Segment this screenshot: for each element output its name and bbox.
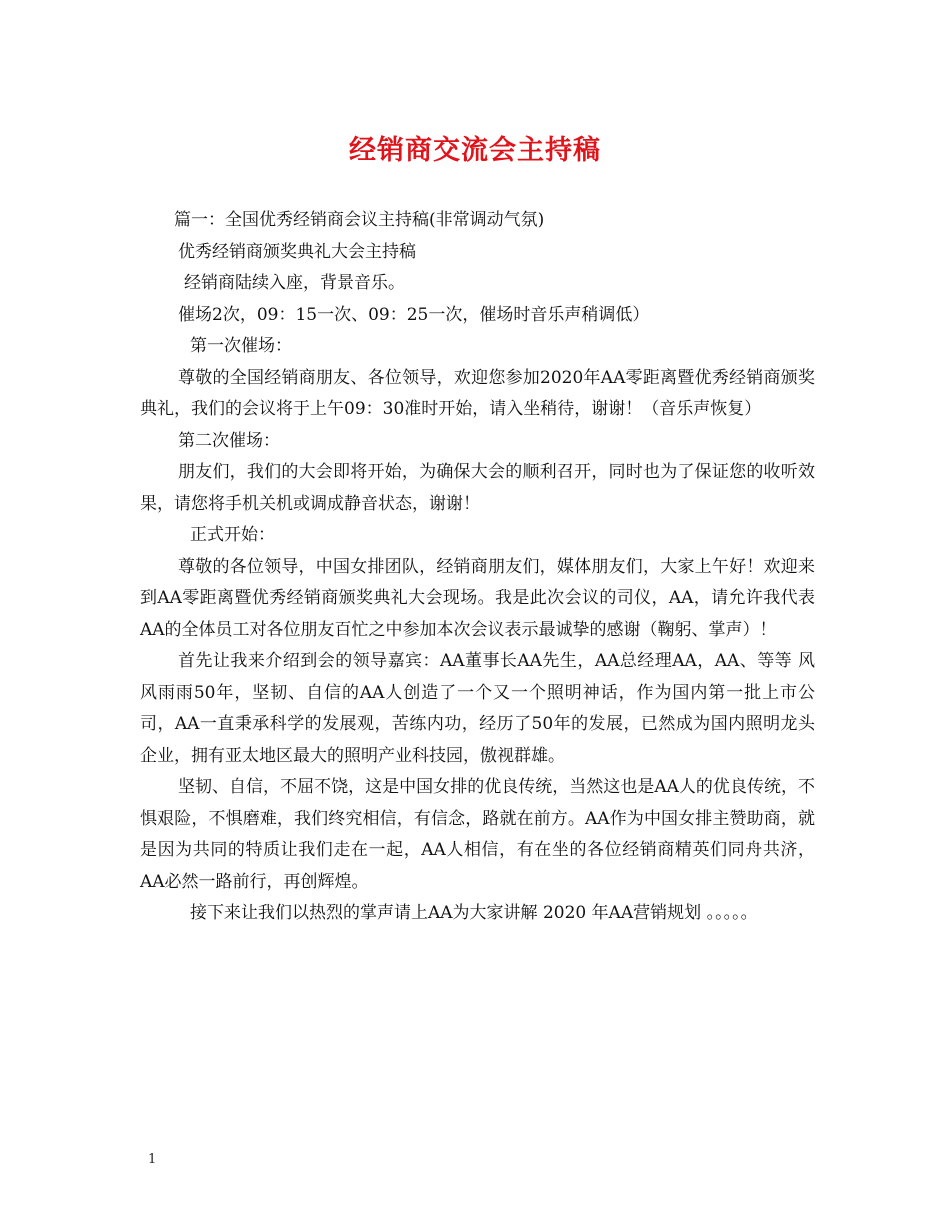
- paragraph-11: 首先让我来介绍到会的领导嘉宾：AA董事长AA先生，AA总经理AA，AA、等等 风风雨雨50年，坚韧、自信的AA人创造了一个又一个照明神话，作为国内第一批上市公司，AA一直秉承科学的发展观，苦练内功，经历了50年的发展，已然成为国内照明龙头企业，拥有亚太地区最大的照明产业科技园，傲视群雄。: [140, 651, 815, 766]
- paragraph-2: 优秀经销商颁奖典礼大会主持稿: [178, 241, 416, 262]
- paragraph-4: 催场2次，09：15一次、09：25一次，催场时音乐声稍调低）: [178, 304, 650, 325]
- paragraph-3: 经销商陆续入座，背景音乐。: [184, 273, 405, 293]
- paragraph-8: 朋友们，我们的大会即将开始，为确保大会的顺利召开，同时也为了保证您的收听效果，请您将手机关机或调成静音状态，谢谢！: [140, 462, 815, 514]
- page-number: 1: [148, 1152, 157, 1167]
- paragraph-1: 篇一：全国优秀经销商会议主持稿(非常调动气氛): [174, 210, 545, 230]
- document-body: [140, 205, 815, 930]
- paragraph-12: 坚韧、自信，不屈不饶，这是中国女排的优良传统，当然这也是AA人的优良传统，不惧艰险，不惧磨难，我们终究相信，有信念，路就在前方。AA作为中国女排主赞助商，就是因为共同的特质让我们走在一起，AA人相信，有在坐的各位经销商精英们同舟共济，AA必然一路前行，再创辉煌。: [140, 777, 815, 892]
- paragraph-7: 第二次催场：: [178, 430, 280, 451]
- paragraph-9: 正式开始：: [190, 525, 275, 545]
- paragraph-13: 接下来让我们以热烈的掌声请上AA为大家讲解 2020 年AA营销规划 。。。。。: [190, 903, 758, 923]
- paragraph-5: 第一次催场：: [190, 336, 292, 356]
- paragraph-10: 尊敬的各位领导，中国女排团队，经销商朋友们，媒体朋友们，大家上午好！欢迎来到AA零距离暨优秀经销商颁奖典礼大会现场。我是此次会议的司仪，AA，请允许我代表AA的全体员工对各位朋友百忙之中参加本次会议表示最诚挚的感谢（鞠躬、掌声）！: [140, 556, 815, 640]
- paragraph-6: 尊敬的全国经销商朋友、各位领导，欢迎您参加2020年AA零距离暨优秀经销商颁奖典礼，我们的会议将于上午09：30准时开始，请入坐稍待，谢谢！（音乐声恢复）: [140, 367, 815, 419]
- document-title: 经销商交流会主持稿: [349, 135, 601, 166]
